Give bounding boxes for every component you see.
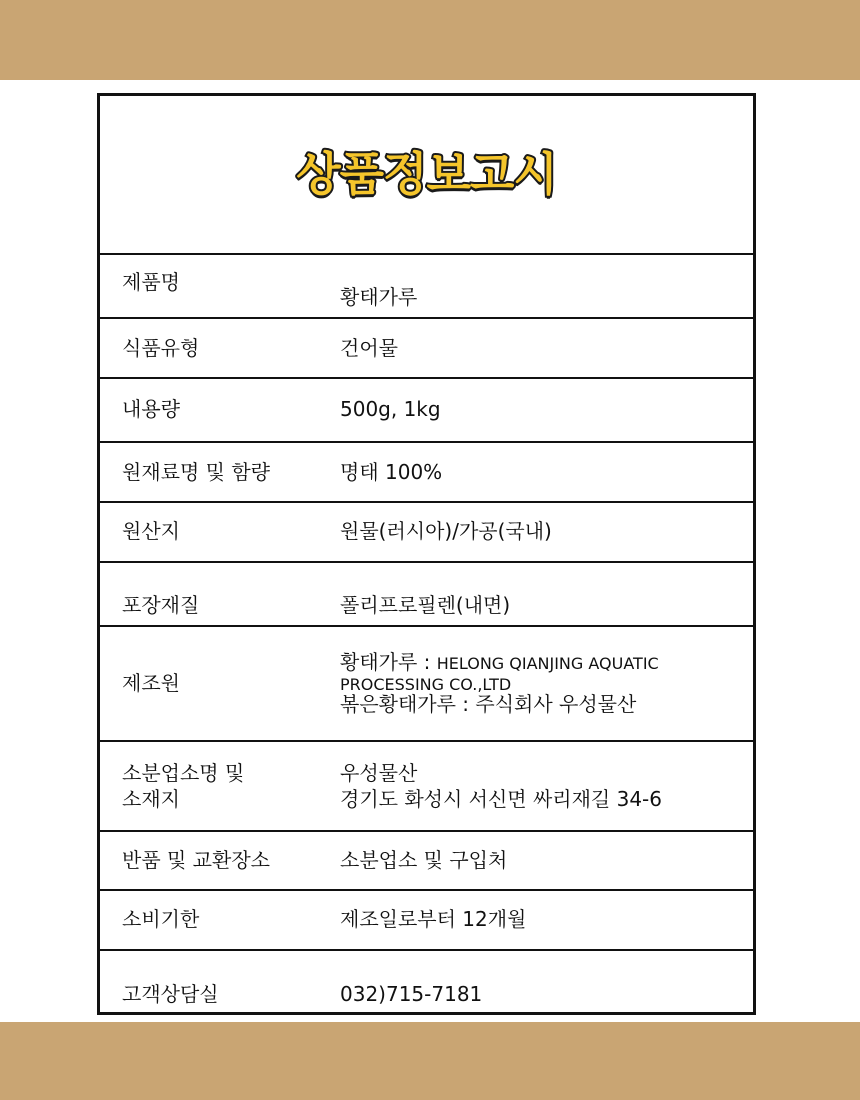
row-value: 황태가루: [340, 285, 418, 309]
row-value: 폴리프로필렌(내면): [340, 593, 511, 617]
row-value-prefix: 황태가루 :: [340, 650, 437, 674]
row-value-line1: [340, 649, 659, 675]
info-row-product-name: [100, 255, 753, 319]
row-label: 제품명: [122, 270, 180, 294]
info-row-subdivision-business: [100, 742, 753, 832]
bottom-decorative-band: [0, 1022, 860, 1100]
row-label: 포장재질: [122, 593, 200, 617]
row-label: 소비기한: [122, 907, 200, 931]
row-label: 제조원: [122, 671, 180, 695]
row-value: 500g, 1kg: [340, 397, 441, 421]
row-label: 원재료명 및 함량: [122, 460, 270, 484]
info-row-net-content: [100, 379, 753, 443]
row-value-line2: 경기도 화성시 서신면 싸리재길 34-6: [340, 787, 662, 811]
row-value-line1: 우성물산: [340, 761, 418, 785]
row-value: 건어물: [340, 336, 398, 360]
info-row-food-type: [100, 319, 753, 379]
row-value: 원물(러시아)/가공(국내): [340, 519, 552, 543]
row-label-line1: 소분업소명 및: [122, 761, 245, 785]
row-label: 내용량: [122, 397, 180, 421]
row-label-line2: 소재지: [122, 787, 180, 811]
info-row-origin: [100, 503, 753, 563]
info-row-expiration: [100, 891, 753, 951]
info-row-customer-service: [100, 951, 753, 1012]
info-row-packaging: [100, 563, 753, 627]
row-label: 원산지: [122, 519, 180, 543]
row-value: 제조일로부터 12개월: [340, 907, 527, 931]
top-decorative-band: [0, 0, 860, 80]
row-label: 식품유형: [122, 336, 200, 360]
row-label: 고객상담실: [122, 982, 219, 1006]
product-info-notice-card: [97, 93, 756, 1015]
info-row-ingredients: [100, 443, 753, 503]
row-label: 반품 및 교환장소: [122, 848, 270, 872]
page-title: 상품정보고시: [296, 146, 557, 201]
title-area: [100, 96, 753, 255]
row-value-english: HELONG QIANJING AQUATIC: [436, 654, 659, 673]
row-value-line2: PROCESSING CO.,LTD: [340, 675, 512, 694]
row-value: 소분업소 및 구입처: [340, 848, 508, 872]
row-value: 032)715-7181: [340, 982, 483, 1006]
info-row-manufacturer: [100, 627, 753, 742]
row-value: 명태 100%: [340, 460, 443, 484]
info-row-return-exchange: [100, 832, 753, 891]
row-value-line3: 볶은황태가루 : 주식회사 우성물산: [340, 692, 637, 716]
